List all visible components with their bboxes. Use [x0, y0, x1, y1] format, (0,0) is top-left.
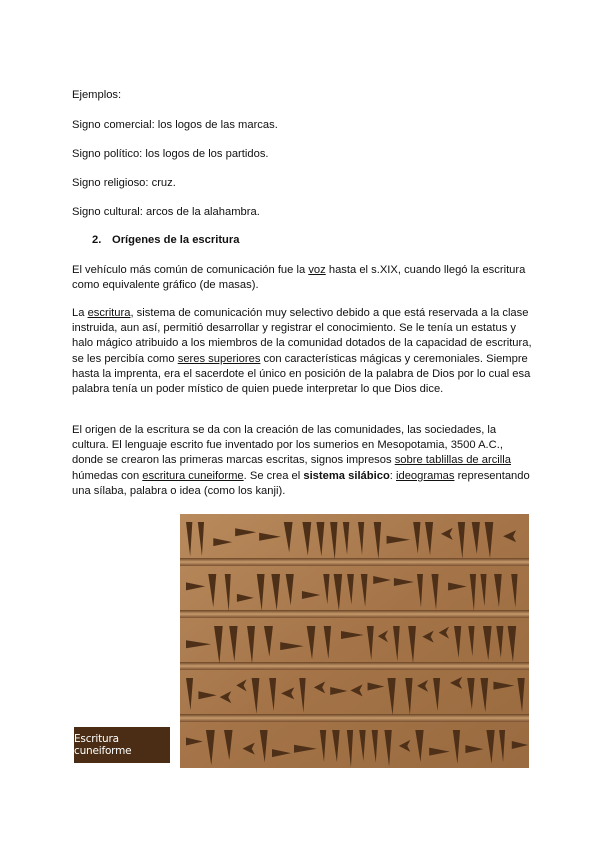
- paragraph-voz: El vehículo más común de comunicación fue la voz hasta el s.XIX, cuando llegó la escritura como equivalente gráfico (de masas).: [72, 264, 526, 292]
- underlined-term: sobre tablillas de arcilla: [394, 454, 511, 467]
- tablet-row-divider: [180, 714, 529, 722]
- underlined-term: voz: [308, 264, 326, 276]
- example-item: Signo cultural: arcos de la alahambra.: [72, 206, 260, 218]
- paragraph-escritura: La escritura, sistema de comunicación muy selectivo debido a que está reservada a la clase instruida, aun así, permitió desarrollar y registrar el conocimiento. Se le tenía un estatus y halo mágico atribuido a los miembros de la comunidad dotados de la capacidad de escritura, se les percibía como seres superiores con características mágicas y ceremoniales. Siempre hasta la imprenta, era el sacerdote el único en posición de la palabra de Dios por lo cual esa palabra tenía un poder místico de quien puede interpretar lo que Dios dice.: [72, 307, 532, 396]
- tablet-row-divider: [180, 662, 529, 670]
- section-title: Orígenes de la escritura: [112, 234, 240, 246]
- tablet-row-divider: [180, 610, 529, 618]
- example-item: Signo religioso: cruz.: [72, 177, 176, 189]
- underlined-term: ideogramas: [396, 469, 455, 482]
- figure-caption: Escritura cuneiforme: [74, 727, 170, 763]
- examples-title: Ejemplos:: [72, 89, 122, 101]
- section-number: 2.: [92, 234, 102, 246]
- underlined-term: seres superiores: [177, 352, 261, 365]
- paragraph-origen: El origen de la escritura se da con la creación de las comunidades, las sociedades, la cultura. El lenguaje escrito fue inventado por los sumerios en Mesopotamia, 3500 A.C., donde se crearon las primeras marcas escritas, signos impresos sobre tablillas de arcilla húmedas con escritura cuneiforme. Se crea el sistema silábico: ideogramas representando una sílaba, palabra o idea (como los kanji).: [72, 424, 530, 497]
- example-item: Signo político: los logos de los partidos.: [72, 148, 269, 160]
- underlined-term: escritura cuneiforme: [142, 469, 244, 482]
- underlined-term: escritura: [87, 307, 131, 319]
- example-item: Signo comercial: los logos de las marcas.: [72, 119, 278, 131]
- section-heading: [92, 234, 239, 246]
- bold-term: sistema silábico: [303, 469, 390, 482]
- cuneiform-photo: [180, 514, 529, 768]
- tablet-row-divider: [180, 558, 529, 566]
